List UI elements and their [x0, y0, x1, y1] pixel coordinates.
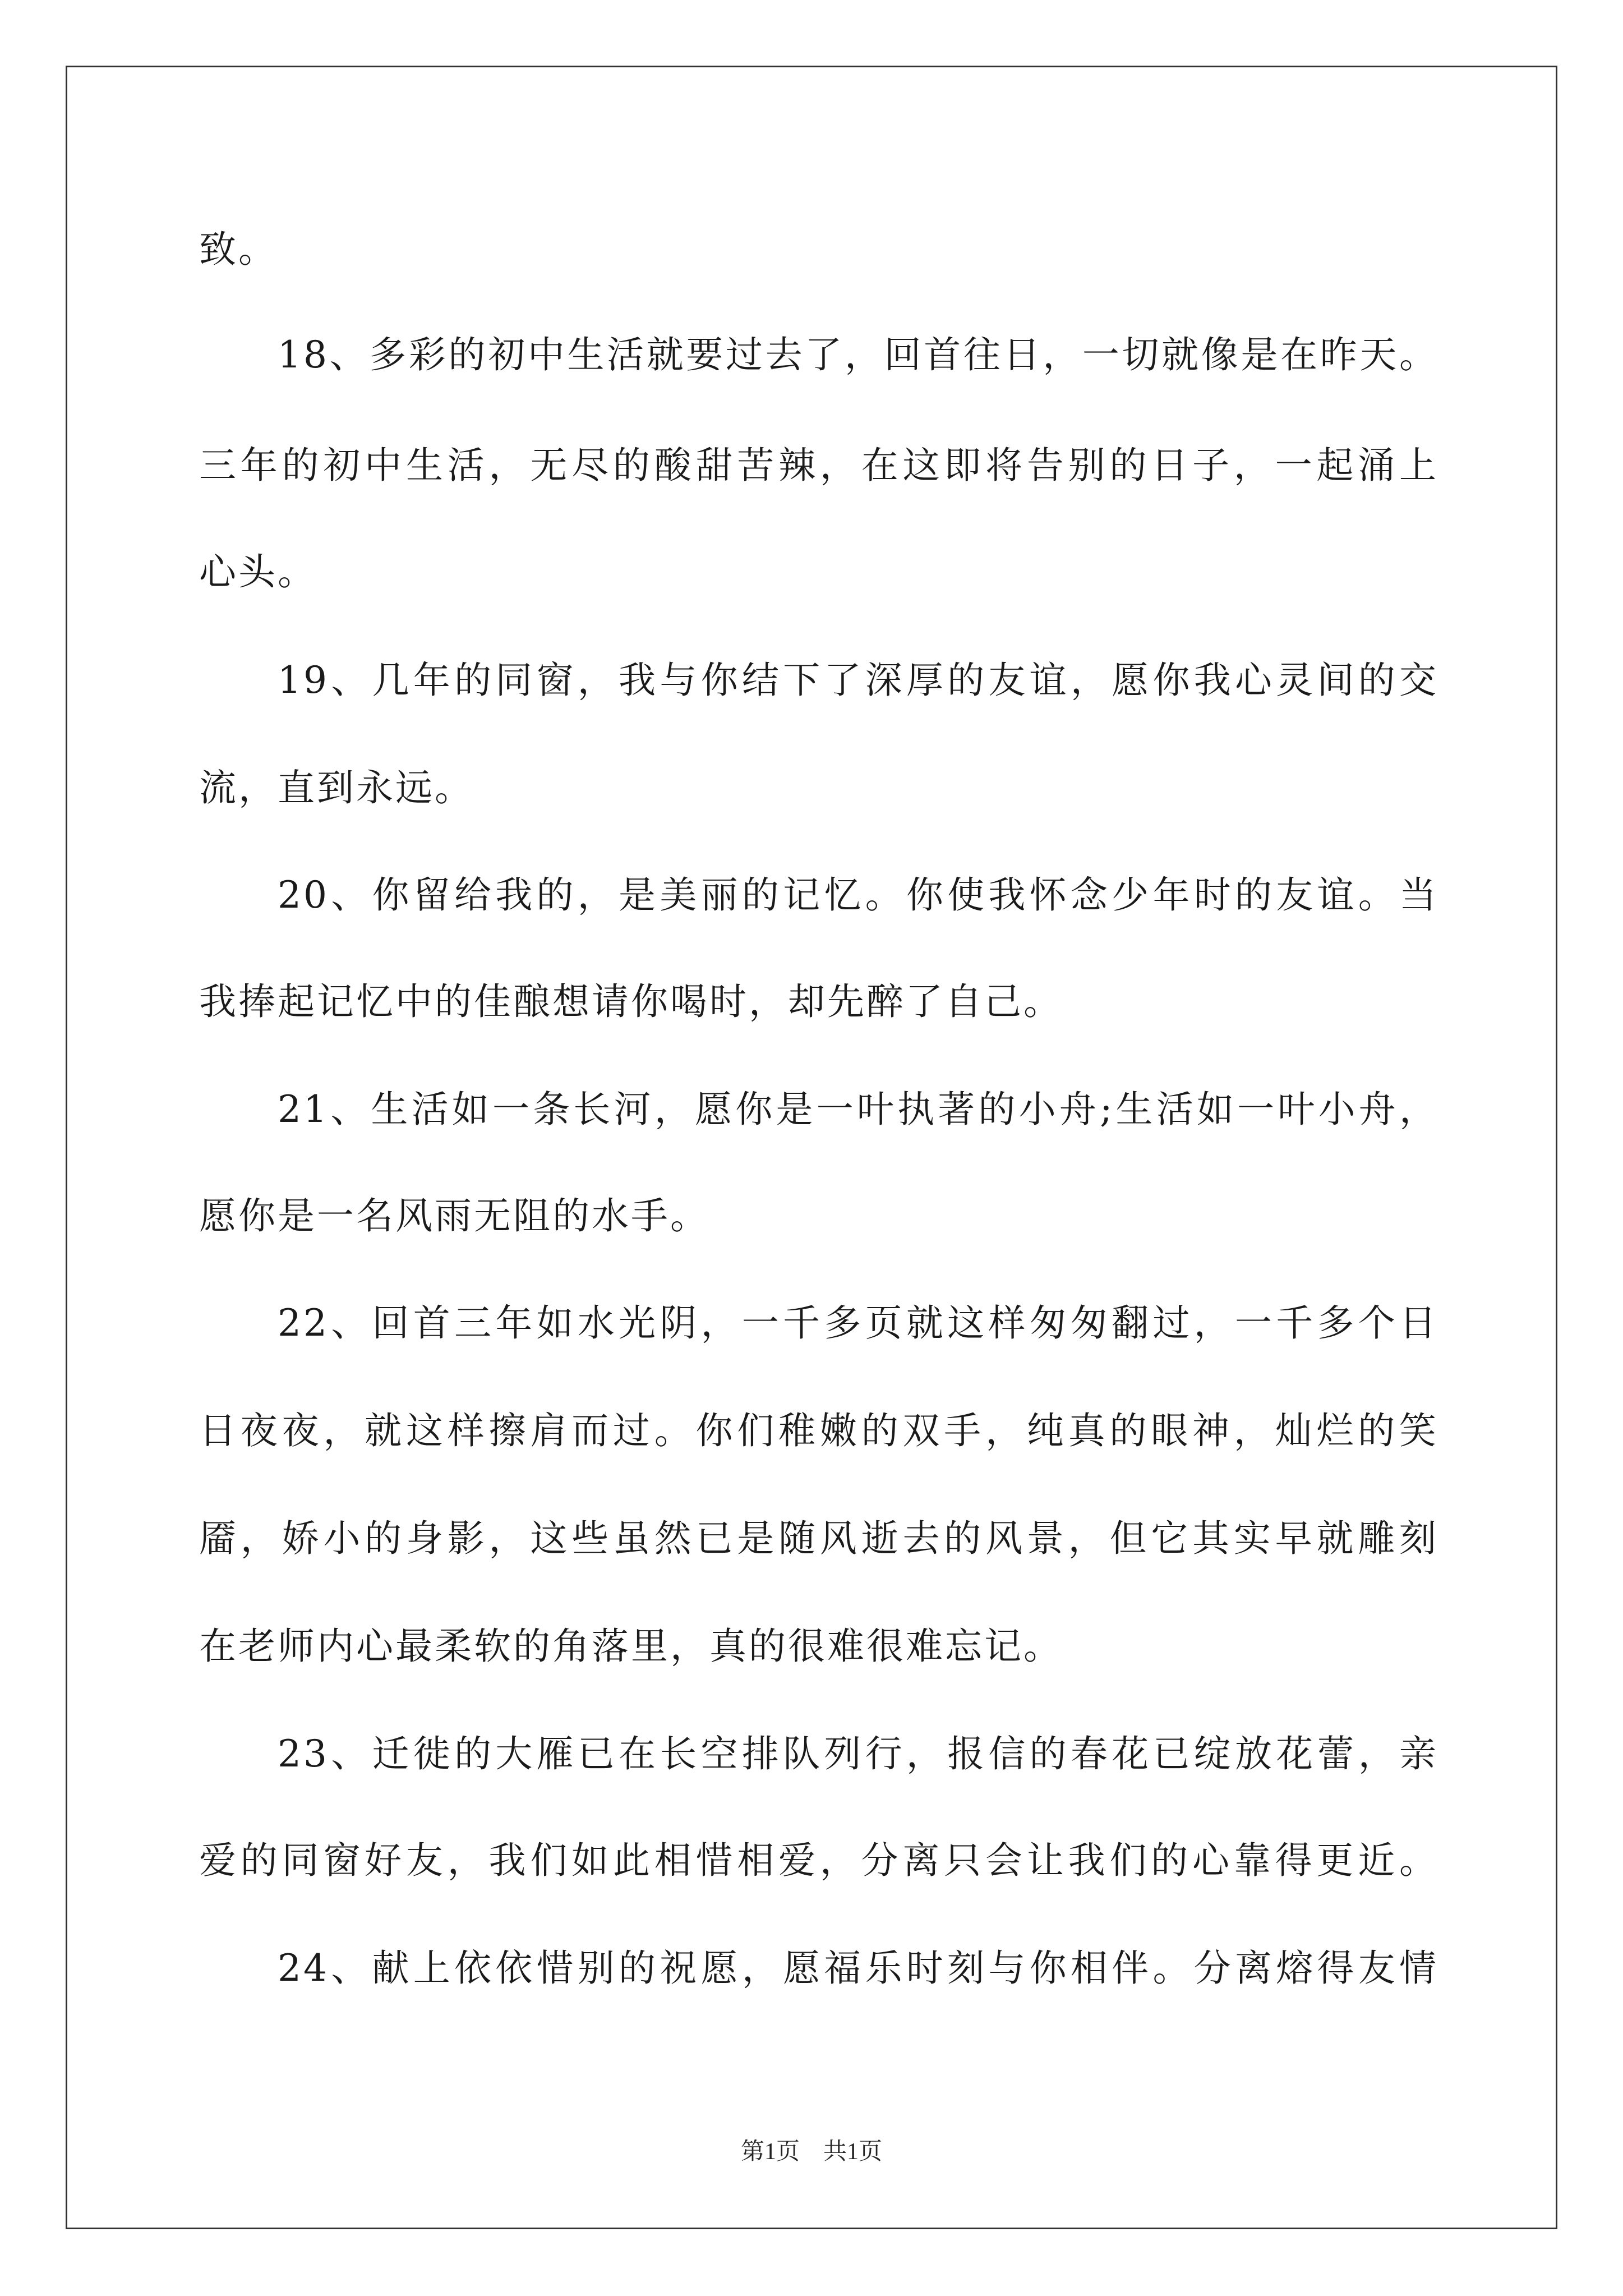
text-line: 愿你是一名风雨无阻的水手。 — [199, 1194, 709, 1237]
text-line: 爱的同窗好友，我们如此相惜相爱，分离只会让我们的心靠得更近。 — [199, 1839, 1438, 1882]
text-line: 三年的初中生活，无尽的酸甜苦辣，在这即将告别的日子，一起涌上 — [199, 444, 1438, 487]
text-line: 心头。 — [199, 550, 317, 593]
text-line: 21、生活如一条长河，愿你是一叶执著的小舟;生活如一叶小舟， — [278, 1088, 1438, 1131]
text-line: 靥，娇小的身影，这些虽然已是随风逝去的风景，但它其实早就雕刻 — [199, 1517, 1438, 1560]
text-line: 在老师内心最柔软的角落里，真的很难很难忘记。 — [199, 1625, 1063, 1668]
text-line: 流，直到永远。 — [199, 766, 474, 809]
text-line: 19、几年的同窗，我与你结下了深厚的友谊，愿你我心灵间的交 — [278, 659, 1438, 702]
text-line: 22、回首三年如水光阴，一千多页就这样匆匆翻过，一千多个日 — [278, 1301, 1438, 1345]
text-line: 24、献上依依惜别的祝愿，愿福乐时刻与你相伴。分离熔得友情 — [278, 1947, 1438, 1990]
text-line: 20、你留给我的，是美丽的记忆。你使我怀念少年时的友谊。当 — [278, 873, 1438, 917]
text-line: 我捧起记忆中的佳酿想请你喝时，却先醉了自己。 — [199, 980, 1063, 1023]
text-line: 18、多彩的初中生活就要过去了，回首往日，一切就像是在昨天。 — [278, 333, 1438, 376]
text-line: 23、迁徙的大雁已在长空排队列行，报信的春花已绽放花蕾，亲 — [278, 1732, 1438, 1775]
text-line: 致。 — [199, 228, 278, 271]
page-border — [66, 66, 1557, 2229]
page-footer: 第1页 共1页 — [740, 2139, 882, 2165]
text-line: 日夜夜，就这样擦肩而过。你们稚嫩的双手，纯真的眼神，灿烂的笑 — [199, 1409, 1438, 1452]
